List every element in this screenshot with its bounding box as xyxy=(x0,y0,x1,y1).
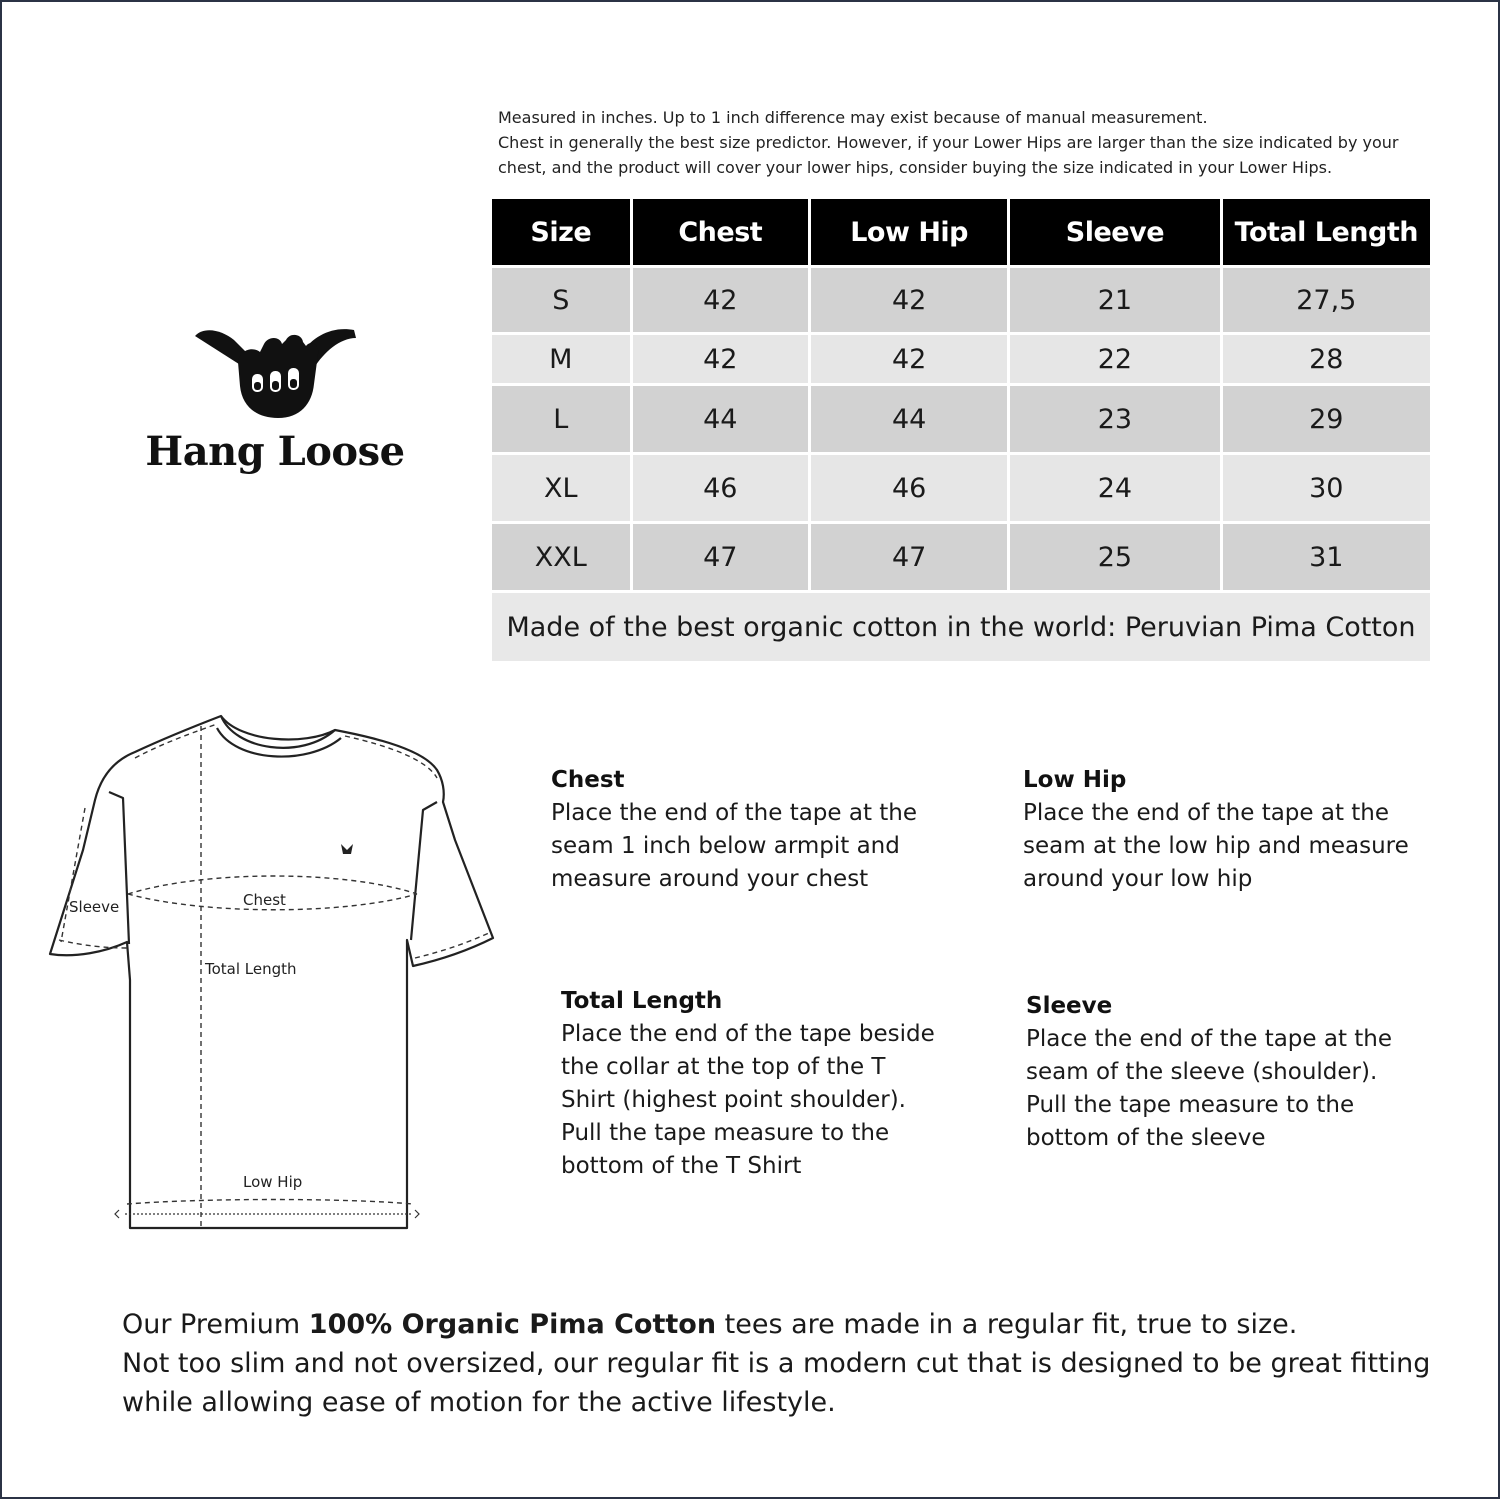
sleeve-text: Place the end of the tape at the seam of the sleeve (shoulder). Pull the tape measure to the bottom of the sleeve xyxy=(1026,1026,1393,1151)
cell-chest: 44 xyxy=(631,385,809,454)
cell-low-hip: 47 xyxy=(810,523,1009,592)
diagram-label-sleeve: Sleeve xyxy=(69,898,120,916)
cell-size: S xyxy=(491,267,632,334)
tshirt-measurement-diagram xyxy=(45,710,535,1270)
cell-chest: 42 xyxy=(631,334,809,385)
chest-instructions xyxy=(551,764,931,896)
total-length-instructions xyxy=(561,985,941,1183)
header-total-length: Total Length xyxy=(1221,199,1431,267)
cell-low-hip: 42 xyxy=(810,334,1009,385)
table-header-row xyxy=(491,199,1432,267)
fit-description xyxy=(122,1305,1452,1422)
cell-sleeve: 24 xyxy=(1009,454,1221,523)
low-hip-instructions xyxy=(1023,764,1423,896)
fit-text-after: tees are made in a regular fit, true to size. xyxy=(716,1309,1298,1340)
intro-line-2: Chest in generally the best size predictor. However, if your Lower Hips are larger than the size indicated by your chest, and the product will cover your lower hips, consider buying the size indicated in your Lower Hips. xyxy=(498,133,1399,177)
low-hip-text: Place the end of the tape at the seam at the low hip and measure around your low hip xyxy=(1023,800,1409,892)
shaka-hand-icon xyxy=(190,322,360,422)
diagram-label-chest: Chest xyxy=(243,891,286,909)
low-hip-title: Low Hip xyxy=(1023,767,1127,793)
fit-text-bold: 100% Organic Pima Cotton xyxy=(308,1309,717,1340)
diagram-label-total-length: Total Length xyxy=(205,960,297,978)
sleeve-instructions xyxy=(1026,990,1406,1155)
fit-line-1 xyxy=(122,1305,1452,1344)
table-row xyxy=(491,267,1432,334)
fit-text-before: Our Premium xyxy=(122,1309,309,1340)
cell-size: XXL xyxy=(491,523,632,592)
cell-total-length: 28 xyxy=(1221,334,1431,385)
brand-logo xyxy=(140,322,410,487)
sleeve-title: Sleeve xyxy=(1026,993,1113,1019)
cell-low-hip: 46 xyxy=(810,454,1009,523)
brand-name: Hang Loose xyxy=(145,428,405,475)
cell-size: L xyxy=(491,385,632,454)
material-note: Made of the best organic cotton in the world: Peruvian Pima Cotton xyxy=(491,592,1432,662)
header-chest: Chest xyxy=(631,199,809,267)
table-row xyxy=(491,385,1432,454)
cell-total-length: 27,5 xyxy=(1221,267,1431,334)
cell-low-hip: 44 xyxy=(810,385,1009,454)
cell-chest: 46 xyxy=(631,454,809,523)
cell-total-length: 31 xyxy=(1221,523,1431,592)
table-row xyxy=(491,334,1432,385)
size-chart-table xyxy=(489,199,1433,661)
cell-chest: 47 xyxy=(631,523,809,592)
header-size: Size xyxy=(491,199,632,267)
total-length-text: Place the end of the tape beside the collar at the top of the T Shirt (highest point shoulder). Pull the tape measure to the bottom of the T Shirt xyxy=(561,1021,935,1179)
measurement-intro xyxy=(498,105,1438,180)
cell-sleeve: 22 xyxy=(1009,334,1221,385)
table-row xyxy=(491,454,1432,523)
cell-sleeve: 25 xyxy=(1009,523,1221,592)
chest-title: Chest xyxy=(551,767,625,793)
cell-total-length: 29 xyxy=(1221,385,1431,454)
diagram-label-low-hip: Low Hip xyxy=(243,1173,303,1191)
cell-chest: 42 xyxy=(631,267,809,334)
cell-sleeve: 21 xyxy=(1009,267,1221,334)
header-sleeve: Sleeve xyxy=(1009,199,1221,267)
chest-text: Place the end of the tape at the seam 1 inch below armpit and measure around your chest xyxy=(551,800,918,892)
fit-line-2: Not too slim and not oversized, our regular fit is a modern cut that is designed to be great fitting while allowing ease of motion for the active lifestyle. xyxy=(122,1348,1431,1418)
header-low-hip: Low Hip xyxy=(810,199,1009,267)
intro-line-1: Measured in inches. Up to 1 inch difference may exist because of manual measurement. xyxy=(498,108,1208,127)
cell-sleeve: 23 xyxy=(1009,385,1221,454)
cell-size: XL xyxy=(491,454,632,523)
cell-low-hip: 42 xyxy=(810,267,1009,334)
table-footer-row xyxy=(491,592,1432,662)
table-row xyxy=(491,523,1432,592)
cell-total-length: 30 xyxy=(1221,454,1431,523)
total-length-title: Total Length xyxy=(561,988,723,1014)
cell-size: M xyxy=(491,334,632,385)
